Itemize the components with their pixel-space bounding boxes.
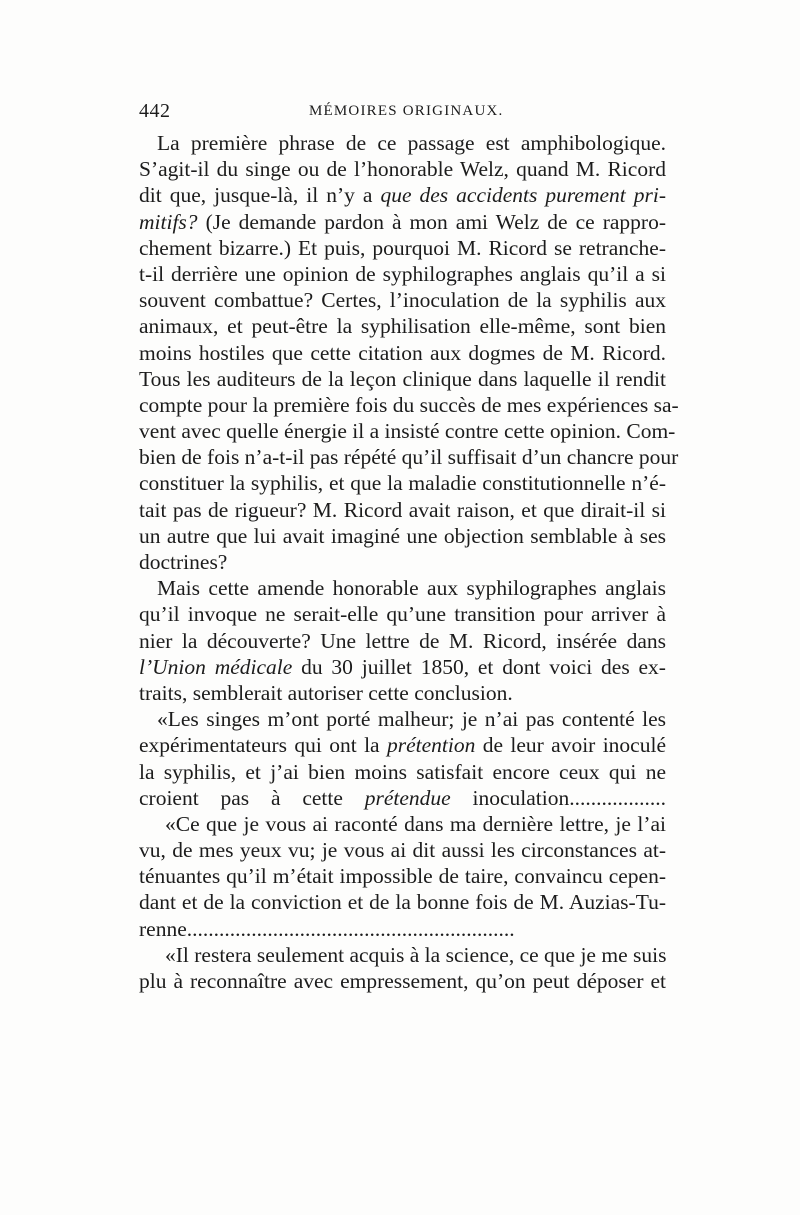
text-run: du 30 juillet 1850, et dont voici des ex- [292, 654, 666, 679]
text-line [139, 942, 666, 968]
text-run: (Je demande pardon à mon ami Welz de ce rappro- [197, 209, 666, 234]
text-line [139, 523, 666, 549]
text-line [139, 418, 676, 444]
text-line [139, 811, 666, 837]
text-line [139, 444, 679, 470]
text-run: «Ce que je vous ai raconté dans ma dernière lettre, je l’ai [165, 811, 666, 836]
italic-text: prétention [386, 733, 476, 758]
text-run: souvent combattue? Certes, l’inoculation de la syphilis aux [139, 288, 666, 313]
text-line [139, 601, 666, 627]
text-line [139, 340, 666, 366]
text-line [139, 654, 666, 680]
text-run: tait pas de rigueur? M. Ricord avait raison, et que dirait-il si [139, 497, 666, 522]
text-line [139, 497, 666, 523]
text-run: «Les singes m’ont porté malheur; je n’ai pas contenté les [157, 707, 666, 732]
text-run: animaux, et peut-être la syphilisation elle-même, sont bien [139, 314, 666, 339]
text-run: dant et de la conviction et de la bonne fois de M. Auzias-Tu- [139, 890, 666, 915]
text-line [139, 470, 666, 496]
text-line [139, 706, 666, 732]
text-run: dit que, jusque-là, il n’y a [139, 183, 381, 208]
text-line [139, 313, 666, 339]
text-line [139, 968, 666, 994]
italic-text: prétendue [364, 785, 451, 810]
text-run: moins hostiles que cette citation aux dogmes de M. Ricord. [139, 340, 666, 365]
text-run: renne............................................................. [139, 916, 515, 941]
text-line [139, 261, 666, 287]
italic-text: que des accidents purement pri- [380, 183, 666, 208]
text-line [139, 785, 666, 811]
text-run: expérimentateurs qui ont la [139, 733, 387, 758]
text-run: de leur avoir inoculé [475, 733, 666, 758]
text-run: t-il derrière une opinion de syphilographes anglais qu’il a si [139, 261, 666, 286]
text-line [139, 392, 679, 418]
text-run: bien de fois n’a-t-il pas répété qu’il suffisait d’un chancre pour [139, 445, 679, 470]
text-run: doctrines? [139, 550, 228, 574]
text-line [139, 837, 666, 863]
text-run: ténuantes qu’il m’était impossible de taire, convaincu cepen- [139, 864, 666, 889]
text-run: qu’il invoque ne serait-elle qu’une transition pour arriver à [139, 602, 666, 627]
italic-text: l’Union médicale [139, 654, 293, 679]
running-title: MÉMOIRES ORIGINAUX. [309, 103, 504, 119]
text-line [139, 628, 666, 654]
text-run: Tous les auditeurs de la leçon clinique dans laquelle il rendit [139, 366, 666, 391]
body-text [139, 130, 679, 994]
text-run: S’agit-il du singe ou de l’honorable Welz, quand M. Ricord [139, 157, 666, 182]
text-run: vent avec quelle énergie il a insisté contre cette opinion. Com- [139, 419, 676, 444]
text-line [139, 130, 666, 156]
text-run: chement bizarre.) Et puis, pourquoi M. Ricord se retranche- [139, 235, 666, 260]
text-run: constituer la syphilis, et que la maladie constitutionnelle n’é- [139, 471, 666, 496]
text-line [139, 182, 666, 208]
text-run: «Il restera seulement acquis à la science, ce que je me suis [165, 942, 667, 967]
text-run: inoculation.................. [450, 785, 666, 810]
text-line [139, 366, 666, 392]
running-header [139, 100, 669, 128]
text-line [139, 287, 666, 313]
text-line [139, 916, 666, 942]
text-run: traits, semblerait autoriser cette conclusion. [139, 680, 513, 705]
text-line [139, 549, 666, 575]
text-run: la syphilis, et j’ai bien moins satisfait encore ceux qui ne [139, 759, 666, 784]
page-number: 442 [139, 100, 171, 122]
text-run: plu à reconnaître avec empressement, qu’on peut déposer et [139, 969, 666, 993]
italic-text: mitifs? [139, 209, 198, 234]
text-line [139, 759, 666, 785]
text-run: nier la découverte? Une lettre de M. Ricord, insérée dans [139, 628, 666, 653]
text-line [139, 235, 666, 261]
text-run: un autre que lui avait imaginé une objection semblable à ses [139, 523, 666, 548]
text-run: compte pour la première fois du succès de mes expériences sa- [139, 392, 679, 417]
text-line [139, 889, 666, 915]
text-line [139, 575, 666, 601]
text-line [139, 680, 666, 706]
text-run: croient pas à cette [139, 785, 365, 810]
text-run: La première phrase de ce passage est amphibologique. [157, 131, 666, 155]
text-run: vu, de mes yeux vu; je vous ai dit aussi les circonstances at- [139, 838, 666, 863]
text-line [139, 732, 666, 758]
text-line [139, 863, 666, 889]
text-line [139, 156, 666, 182]
text-run: Mais cette amende honorable aux syphilographes anglais [157, 576, 666, 601]
text-line [139, 209, 666, 235]
